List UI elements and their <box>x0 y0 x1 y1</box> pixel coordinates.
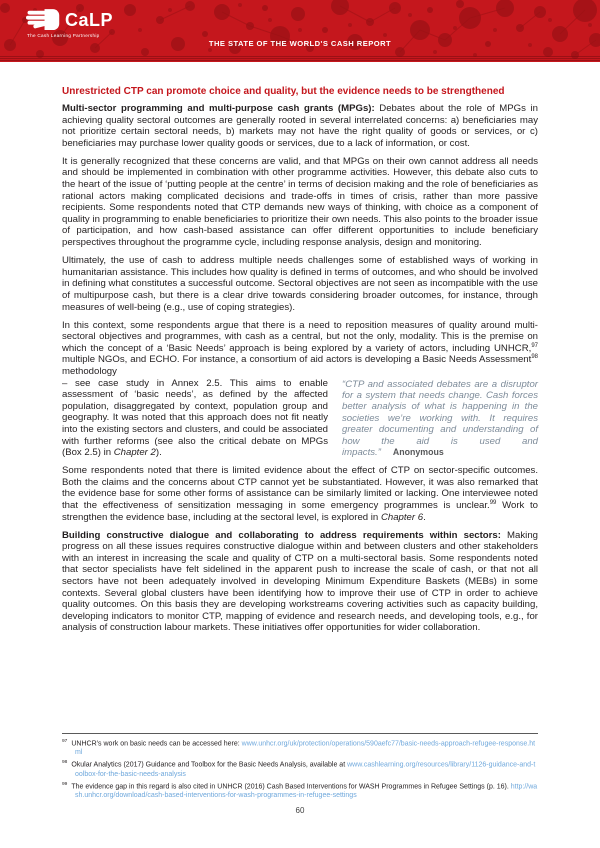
calp-logo <box>26 8 113 38</box>
report-title: THE STATE OF THE WORLD'S CASH REPORT <box>208 39 392 48</box>
paragraph-concerns-valid <box>62 156 538 249</box>
paragraph-concerns-valid-text: It is generally recognized that these concerns are valid, and that MPGs on their own cannot address all needs and should be implemented in combination with other programme activities. However, this debate also cuts to the heart of the issue of ‘putting people at the centre’ in terms of decision making and the role of beneficiaries as rational actors making complicated decisions and trade-offs in times of crisis, rather than more passive recipients. Some respondents noted that CTP demands new ways of thinking, with choice as a component of quality in programming to enable beneficiaries to prioritize their own needs. This also points to the broader issue of participation, and how cash-based assistance can offer different opportunities to include beneficiary perspectives throughout the programme cycle, including response analysis, design and monitoring. <box>62 155 538 249</box>
footnote-99-text: The evidence gap in this regard is also cited in UNHCR (2016) Cash Based Interventions for WASH Programmes in Refugee Settings (p. 16). <box>71 783 511 791</box>
footnote-ref-98[interactable]: 98 <box>531 354 538 361</box>
basic-needs-cont-text-1: – see case study in Annex 2.5. This aims to enable assessment of ‘basic needs’, as defined by the affected population, disaggregated by context, population group and geography. It was noted that this approach does not fit neatly into the existing sectors and clusters, and could be associated with further reforms (see also the critical debate on MPGs (Box 2.5) in <box>62 377 328 459</box>
paragraph-dialogue <box>62 530 538 634</box>
footnote-97-text: UNHCR’s work on basic needs can be accessed here: <box>71 740 242 748</box>
footnote-99-link[interactable]: http://wash.unhcr.org/download/cash-based-interventions-for-wash-programmes-in-refugee-settings <box>75 783 538 799</box>
paragraph-ultimately <box>62 255 538 313</box>
paragraph-ultimately-text: Ultimately, the use of cash to address multiple needs challenges some of established ways of working in humanitarian assistance. This includes how quality is defined in terms of outcomes, and who should be involved in defining what constitutes a successful outcome. Sectoral objectives are not seen as incompatible with the use of multipurpose cash, but there is a clear drive towards considering broader outcomes, for instance, through measures of well-being (e.g., use of coping strategies). <box>62 255 538 313</box>
limited-evidence-text-3: . <box>423 511 426 523</box>
header-band <box>0 0 600 62</box>
footnote-97-link[interactable]: www.unhcr.org/uk/protection/operations/590aefc77/basic-needs-approach-refugee-response.html <box>75 740 536 757</box>
footnote-ref-99[interactable]: 99 <box>489 499 497 506</box>
footnote-98-link[interactable]: www.cashlearning.org/resources/library/1126-guidance-and-toolbox-for-the-basic-needs-analysis <box>75 761 536 778</box>
footnote-98-marker: 98 <box>62 760 68 766</box>
paragraph-dialogue-lead: Building constructive dialogue and collaborating to address requirements within sectors: <box>62 529 501 541</box>
basic-needs-text-1: In this context, some respondents argue that there is a need to reposition measures of quality around multi-sectoral objectives and programmes, with cash as a central, but not the only, modality. This is the premise on which the concept of a ‘Basic Needs’ approach is being explored by a variety of actors, including UNHCR, <box>62 319 538 354</box>
logo-text: CaLP <box>65 10 114 30</box>
page-content <box>62 86 538 641</box>
limited-evidence-text-2: Work to strengthen the evidence base, including at the sectoral level, is explored in <box>62 500 538 523</box>
pull-quote-text: “CTP and associated debates are a disruptor for a system that needs change. Cash forces better analysis of what is happening in the societies we’re working with. It requires greater documenting and understanding of how the aid is used and impacts.” <box>342 378 538 458</box>
paragraph-mpgs <box>62 103 538 149</box>
logo-tagline: The Cash Learning Partnership <box>27 33 100 38</box>
footnote-99-marker: 99 <box>62 781 68 787</box>
paragraph-basic-needs <box>62 320 538 378</box>
footnotes-section <box>62 733 538 802</box>
section-heading: Unrestricted CTP can promote choice and quality, but the evidence needs to be strengthened <box>62 86 505 97</box>
footnote-97 <box>62 738 538 758</box>
band-bottom-stripes <box>0 56 600 62</box>
limited-evidence-text-1: Some respondents noted that there is limited evidence about the effect of CTP on sector-specific outcomes. Both the claims and the concerns about CTP cannot yet be substantiated. However, it was also remarked that the evidence base for some other forms of assistance can be similarly limited or lacking. One interviewee noted that the effectiveness of sensitization messaging in some emergency programmes is unclear. <box>62 465 538 511</box>
paragraph-mpgs-lead: Multi-sector programming and multi-purpose cash grants (MPGs): <box>62 103 375 114</box>
basic-needs-cont-text-2: ). <box>155 447 162 459</box>
footnote-97-marker: 97 <box>62 739 68 744</box>
paragraph-mpgs-text: Debates about the role of MPGs in achieving quality sectoral outcomes are generally rooted in several interrelated concerns: a) beneficiaries may not prioritize certain sectoral needs, b) markets may not have the right quality of goods or services, or c) beneficiaries may purchase lower quality goods or services, due to a lack of information, or cost. <box>62 103 538 149</box>
pull-quote <box>342 379 538 459</box>
footnote-ref-97[interactable]: 97 <box>531 342 538 349</box>
footnote-99 <box>62 781 538 801</box>
quote-attribution: Anonymous <box>392 447 444 457</box>
hand-icon <box>26 8 60 32</box>
chapter-6-reference: Chapter 6 <box>380 511 424 523</box>
footnote-98-text: Okular Analytics (2017) Guidance and Toolbox for the Basic Needs Analysis, available at <box>71 761 348 769</box>
paragraph-basic-needs-continued <box>62 378 538 459</box>
basic-needs-text-2: multiple NGOs, and ECHO. For instance, a consortium of aid actors is developing a Basic Needs Assessment <box>62 354 532 366</box>
basic-needs-text-3: methodology <box>62 365 117 377</box>
footnote-98 <box>62 759 538 779</box>
chapter-2-reference: Chapter 2 <box>113 447 156 459</box>
paragraph-dialogue-text: Making progress on all these issues requires constructive dialogue within and between clusters and other stakeholders with an interest in increasing the scale and quality of CTP on a multi-sectoral basis. Some respondents noted that sector specialists have felt sidelined in the apparent push to increase the scale of cash, or that not all sectors have not been adequately involved in developing Minimum Expenditure Baskets (MEBs) in some contexts. Several global clusters have been identifying how to improve their use of CTP in order to achieve quality outcomes. On this basis they are developing workstreams covering activities such as capacity building, developing indicators to monitor CTP, mapping of evidence and research needs, and developing tools, e.g., for analysis of construction labour markets. These initiatives offer opportunities for wider collaboration. <box>62 529 538 634</box>
paragraph-limited-evidence <box>62 465 538 523</box>
page-number: 60 <box>295 806 305 815</box>
